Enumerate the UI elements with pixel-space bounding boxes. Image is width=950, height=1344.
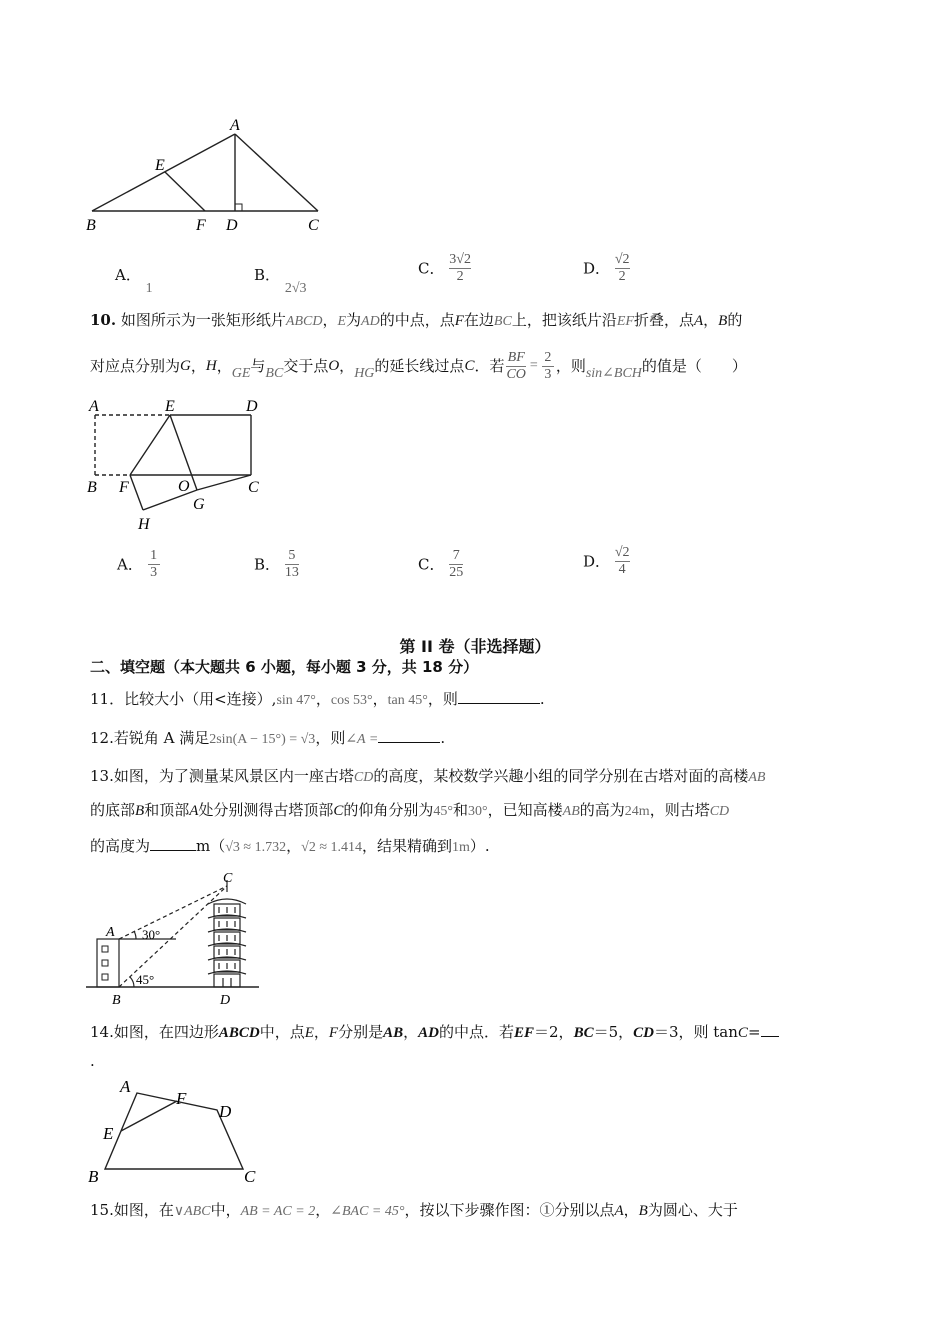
label-A: A — [106, 925, 115, 940]
section-title: 二、填空题（本大题共 6 小题，每小题 3 分，共 18 分） — [90, 658, 479, 676]
q9-option-b[interactable]: B． 2√3 — [254, 266, 307, 296]
label-B: B — [112, 993, 121, 1008]
q10-option-c[interactable]: C． $\frac{7}{25}$ — [418, 548, 464, 580]
q13-answer-blank[interactable] — [150, 835, 196, 851]
label-D: D — [246, 398, 258, 415]
q13-line2: 的底部B和顶部A处分别测得古塔顶部C的仰角分别为45°和30°，已知高楼AB的高为24m，则古塔CD — [90, 801, 730, 819]
label-B: B — [86, 217, 96, 234]
q10-line1: 10. 如图所示为一张矩形纸片ABCD，E为AD的中点，点F在边BC上，把该纸片沿EF折叠，点A，B的 — [90, 311, 743, 329]
fold-figure-q10 — [85, 395, 275, 540]
q14-line2: . — [90, 1052, 95, 1070]
q13-line3: 的高度为 m（√3 ≈ 1.732，√2 ≈ 1.414，结果精确到1m）. — [90, 837, 490, 855]
q15-line1: 15.如图，在∨ABC中，AB = AC = 2，∠BAC = 45°，按以下步骤作图：①分别以点A，B为圆心、大于 — [90, 1201, 738, 1219]
label-D: D — [226, 217, 238, 234]
q9-option-c[interactable]: C． $\frac{3√2}{2}$ — [418, 252, 471, 284]
label-E: E — [165, 398, 175, 415]
label-C: C — [308, 217, 319, 234]
q12: 12.若锐角 A 满足2sin(A − 15°) = √3，则∠A = . — [90, 729, 446, 747]
label-F: F — [176, 1089, 187, 1108]
q9-option-a[interactable]: A． 1 — [115, 266, 153, 296]
angle-45-label: 45° — [136, 972, 155, 987]
quadrilateral-figure-q14 — [85, 1075, 265, 1190]
q9-option-d[interactable]: D． $\frac{√2}{2}$ — [583, 252, 630, 284]
label-B: B — [87, 479, 97, 496]
label-E: E — [155, 157, 165, 174]
label-H: H — [138, 516, 150, 533]
label-D: D — [219, 1102, 232, 1121]
q14-answer-blank[interactable] — [761, 1021, 779, 1037]
q11-answer-blank[interactable] — [458, 688, 540, 704]
q12-answer-blank[interactable] — [378, 727, 440, 743]
q11: 11．比较大小（用<连接）,sin 47°，cos 53°，tan 45°，则 . — [90, 690, 545, 708]
triangle-figure-q9 — [80, 112, 340, 237]
q10-option-a[interactable]: A． $\frac{1}{3}$ — [117, 548, 160, 581]
label-A: A — [120, 1077, 131, 1096]
label-C: C — [248, 479, 259, 496]
label-C: C — [223, 871, 233, 886]
q14-line1: 14.如图，在四边形ABCD中，点E，F分别是AB，AD的中点．若EF＝2，BC＝5，CD＝3，则 tanC= — [90, 1021, 779, 1043]
part2-title: 第 II 卷（非选择题） — [399, 637, 551, 656]
label-F: F — [196, 217, 206, 234]
label-E: E — [103, 1124, 114, 1143]
label-A: A — [230, 117, 240, 134]
q10-option-b[interactable]: B． $\frac{5}{13}$ — [254, 548, 299, 580]
tower-figure-q13 — [84, 866, 269, 1008]
label-B: B — [88, 1167, 99, 1186]
label-D: D — [220, 993, 231, 1008]
q10-line2: 对应点分别为 G ， H ， GE 与 BC 交于点 O ， HG 的延长线过点 C ．若 $\frac{BF}{CO}$ = $\frac{2}{3}$ ，则 sin∠BCH 的值是（ ） — [90, 349, 747, 382]
q13-line1: 13.如图，为了测量某风景区内一座古塔CD的高度，某校数学兴趣小组的同学分别在古塔对面的高楼AB — [90, 767, 766, 785]
label-F: F — [119, 479, 129, 496]
label-O: O — [178, 478, 190, 495]
label-C: C — [244, 1167, 256, 1186]
angle-30-label: 30° — [142, 927, 161, 942]
label-A: A — [89, 398, 99, 415]
label-G: G — [193, 496, 205, 513]
q10-option-d[interactable]: D． $\frac{√2}{4}$ — [583, 545, 630, 577]
